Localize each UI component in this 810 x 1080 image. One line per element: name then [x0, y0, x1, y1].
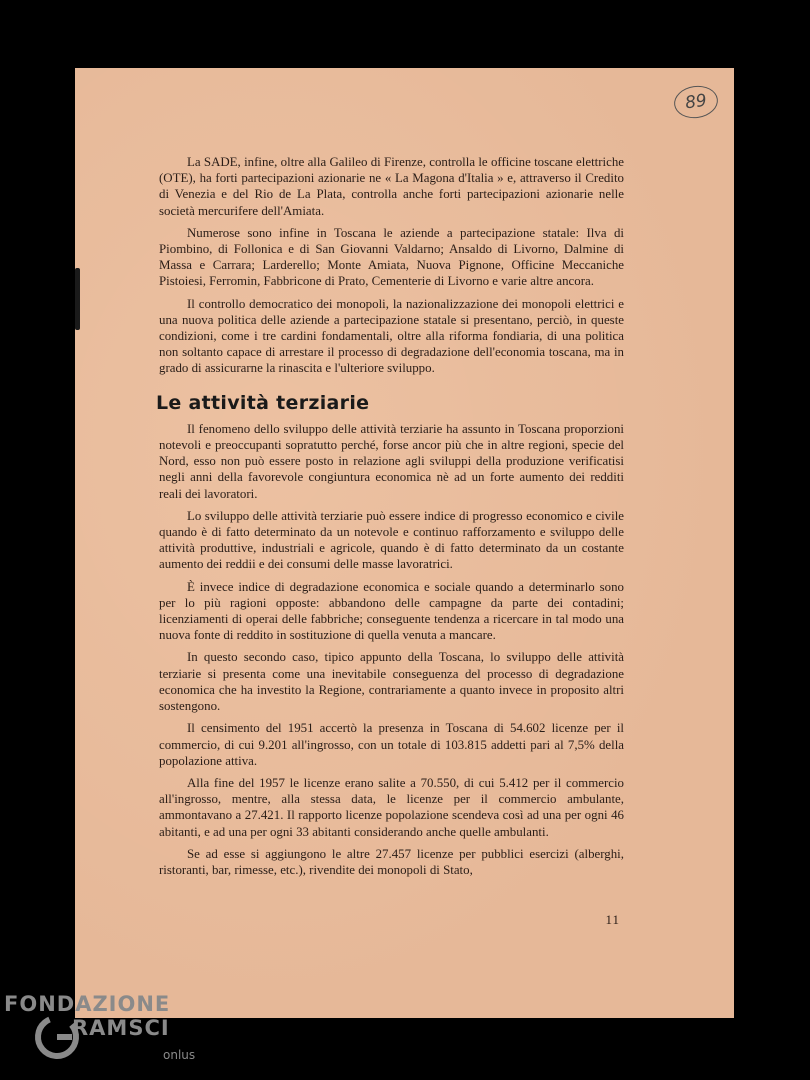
paragraph: Lo sviluppo delle attività terziarie può essere indice di progresso economico e civile quando è di fatto determinato da un notevole e continuo rafforzamento e sviluppo delle attività produttive, industriali e agricole, quando è di fatto determinato da un costante aumento dei reddii e dei consumi delle masse lavoratrici. — [159, 508, 624, 572]
section-title: Le attività terziarie — [156, 391, 370, 414]
paragraph: Il fenomeno dello sviluppo delle attività terziarie ha assunto in Toscana proporzioni notevoli e preoccupanti sopratutto perché, forse ancor più che in altre regioni, specie del Nord, esso non può essere posto in relazione agli sviluppi della produzione verificatisi negli anni della favorevole congiuntura economica nè ad un forte aumento dei redditi reali dei lavoratori. — [159, 421, 624, 501]
binding-mark — [75, 268, 80, 330]
paragraph: Se ad esse si aggiungono le altre 27.457 licenze per pubblici esercizi (alberghi, ristoranti, bar, rimesse, etc.), rivendite dei monopoli di Stato, — [159, 846, 624, 877]
paragraph: Il censimento del 1951 accertò la presenza in Toscana di 54.602 licenze per il commercio, di cui 9.201 all'ingrosso, con un totale di 103.815 addetti pari al 7,5% della popolazione attiva. — [159, 721, 624, 768]
logo-text-gramsci: RAMSCI — [72, 1016, 170, 1040]
paragraph: Numerose sono infine in Toscana le aziende a partecipazione statale: Ilva di Piombino, di Follonica e di San Giovanni Valdarno; Ansaldo di Livorno, Dalmine di Massa e Carrara; Larderello; Monte Amiata, Nuova Pignone, Officine Meccaniche Pistoiesi, Ferromin, Fabbricone di Prato, Cementerie di Livorno e varie altre ancora. — [159, 225, 624, 289]
paragraph: Alla fine del 1957 le licenze erano salite a 70.550, di cui 5.412 per il commercio all'ingrosso, mentre, alla stessa data, le licenze per il commercio ambulante, ammontavano a 27.421. Il rapporto licenze popolazione scendeva così ad una per ogni 46 abitanti, e ad una per ogni 33 abitanti considerando anche quelle ambulanti. — [159, 775, 624, 839]
paragraph: In questo secondo caso, tipico appunto della Toscana, lo sviluppo delle attività terziarie si presenta come una inevitabile conseguenza del processo di degradazione economica che ha investito la Regione, contrariamente a quanto invece in proposito altri sostengono. — [159, 650, 624, 714]
paragraph: È invece indice di degradazione economica e sociale quando a determinarlo sono per lo più ragioni opposte: abbandono delle campagne da parte dei contadini; licenziamenti di operai delle fabbriche; conseguente tendenza a ricercare in tal modo una nuova fonte di reddito in sostituzione di quella venuta a mancare. — [159, 579, 624, 643]
logo-text-onlus: onlus — [163, 1048, 196, 1062]
paragraph: La SADE, infine, oltre alla Galileo di Firenze, controlla le officine toscane elettriche (OTE), ha forti partecipazioni azionarie ne « La Magona d'Italia » e, attraverso il Credito di Venezia e del Rio de La Plata, controlla anche forti partecipazioni azionarie nelle società mercurifere dell'Amiata. — [159, 155, 624, 218]
fondazione-gramsci-logo — [4, 992, 204, 1072]
page-number: 11 — [605, 912, 620, 927]
paragraph: Il controllo democratico dei monopoli, la nazionalizzazione dei monopoli elettrici e una nuova politica delle aziende a partecipazione statale si presentano, perciò, in queste condizioni, come i tre cardini fondamentali, oltre alla riforma fondiaria, di una politica non soltanto capace di arrestare il processo di degradazione dell'economia toscana, ma in grado di assicurarne la rinascita e l'ulteriore sviluppo. — [159, 296, 624, 376]
page-text — [156, 154, 624, 884]
archive-stamp: 89 — [672, 83, 720, 121]
logo-text-fondazione: FONDAZIONE — [4, 992, 171, 1016]
